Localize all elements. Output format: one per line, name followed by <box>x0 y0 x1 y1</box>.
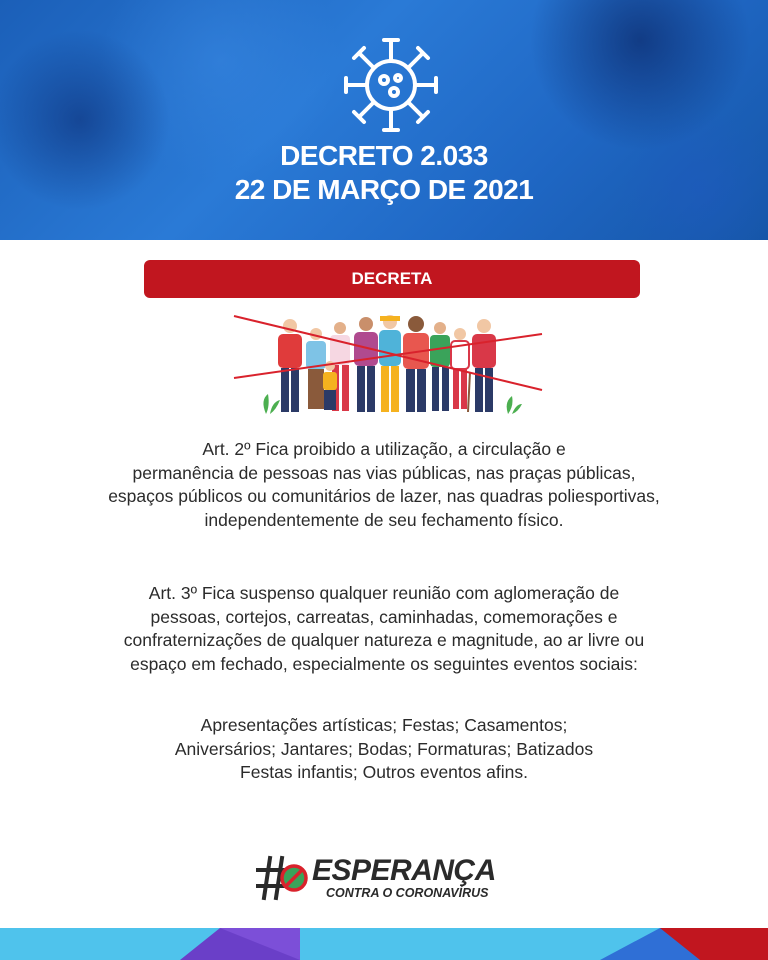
article-2-line: permanência de pessoas nas vias públicas, nas praças públicas, <box>132 462 636 483</box>
logo-subtitle: CONTRA O CORONAVÍRUS <box>326 886 489 900</box>
article-3-line: Art. 3º Fica suspenso qualquer reunião com aglomeração de <box>148 583 620 603</box>
article-3-line: confraternizações de qualquer natureza e magnitude, ao ar livre ou <box>123 630 645 650</box>
article-3-line: pessoas, cortejos, carreatas, caminhadas, comemorações e <box>150 606 618 627</box>
article-3-line: espaço em fechado, especialmente os seguintes eventos sociais: <box>130 653 638 674</box>
header-banner <box>0 0 768 240</box>
events-line: Festas infantis; Outros eventos afins. <box>240 762 528 782</box>
article-2-line: independentemente de seu fechamento físico. <box>204 509 564 530</box>
logo-word: ESPERANÇA <box>312 854 496 887</box>
decree-number: DECRETO 2.033 <box>280 140 488 171</box>
section-label-text: DECRETA <box>351 269 433 288</box>
events-list <box>40 714 728 785</box>
crossed-crowd-illustration <box>232 312 544 422</box>
footer-color-bar <box>0 928 768 960</box>
events-line: Apresentações artísticas; Festas; Casamentos; <box>200 715 568 735</box>
article-2-line: espaços públicos ou comunitários de lazer, nas quadras poliesportivas, <box>108 486 660 506</box>
article-2-line: Art. 2º Fica proibido a utilização, a circulação e <box>202 439 566 459</box>
esperanca-logo <box>256 852 512 904</box>
section-label <box>144 260 640 298</box>
hashtag-virus-icon <box>256 852 308 904</box>
article-2 <box>40 438 728 532</box>
decree-date: 22 DE MARÇO DE 2021 <box>234 174 534 205</box>
events-line: Aniversários; Jantares; Bodas; Formaturas; Batizados <box>174 738 594 759</box>
article-3 <box>40 582 728 676</box>
virus-icon <box>336 30 446 140</box>
